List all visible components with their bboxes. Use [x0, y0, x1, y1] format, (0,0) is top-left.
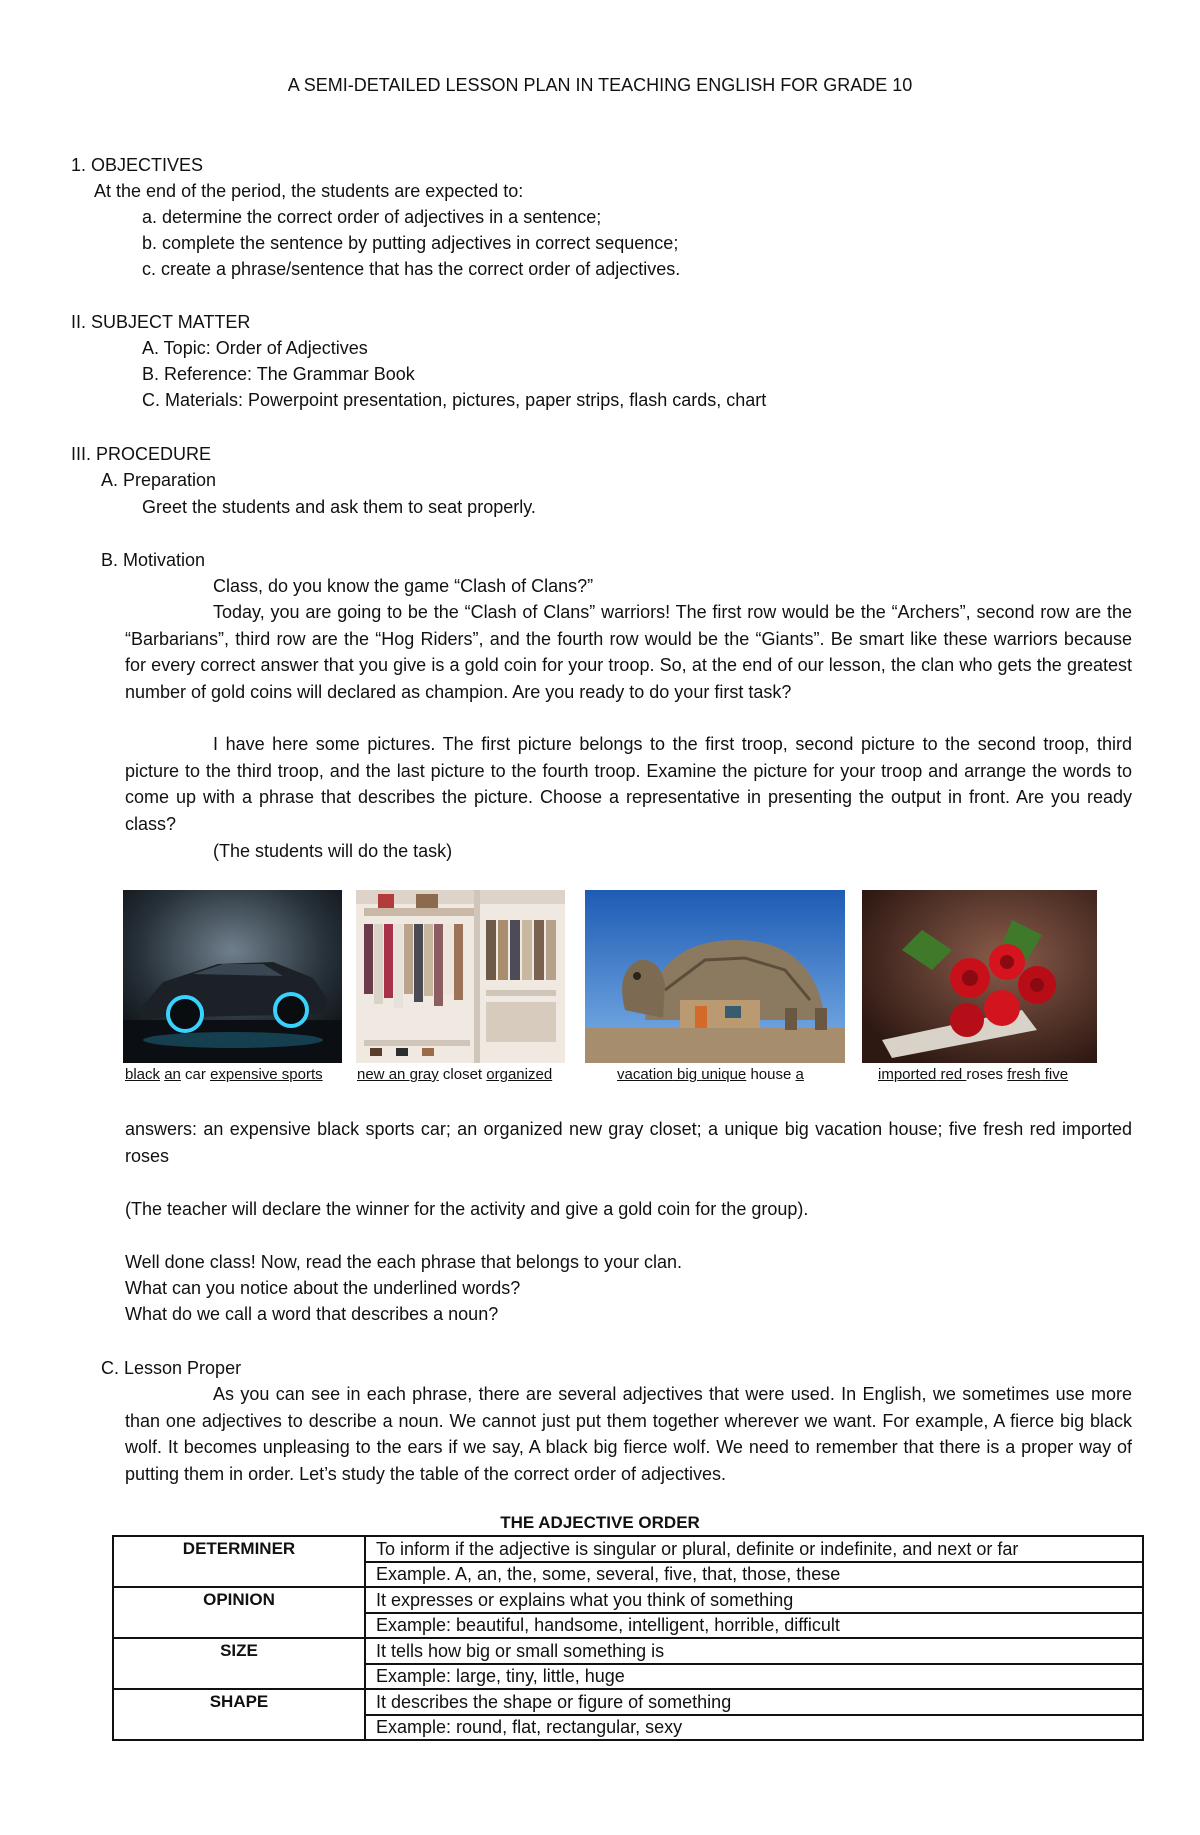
example-cell: Example: large, tiny, little, huge — [365, 1664, 1143, 1690]
subject-matter-item: A. Topic: Order of Adjectives — [142, 338, 368, 358]
table-row — [113, 1536, 1143, 1562]
table-row — [113, 1638, 1143, 1664]
caption-word: car — [180, 1066, 211, 1083]
caption-word: an — [384, 1066, 410, 1083]
instructions-paragraph — [125, 731, 1132, 837]
definition-cell: It tells how big or small something is — [365, 1638, 1143, 1664]
followup-question: Well done class! Now, read the each phrase that belongs to your clan. — [125, 1252, 682, 1272]
preparation-heading: A. Preparation — [101, 470, 217, 490]
picture-caption — [357, 1062, 552, 1089]
followup-question: What do we call a word that describes a noun? — [125, 1304, 499, 1324]
document-title: A SEMI-DETAILED LESSON PLAN IN TEACHING ENGLISH FOR GRADE 10 — [287, 75, 913, 95]
motivation-question: Class, do you know the game “Clash of Clans?” — [213, 576, 594, 596]
lesson-proper-heading: C. Lesson Proper — [101, 1358, 242, 1378]
caption-word: roses — [966, 1066, 1008, 1083]
category-cell: DETERMINER — [113, 1536, 365, 1587]
objectives-intro: At the end of the period, the students are expected to: — [94, 181, 524, 201]
example-cell: Example: round, flat, rectangular, sexy — [365, 1715, 1143, 1741]
caption-word: five — [1040, 1066, 1069, 1083]
caption-word: red — [936, 1066, 967, 1083]
caption-word: closet — [438, 1066, 487, 1083]
category-cell: OPINION — [113, 1587, 365, 1638]
definition-cell: It expresses or explains what you think of something — [365, 1587, 1143, 1613]
sports-car-image — [123, 890, 342, 1063]
subject-matter-heading: II. SUBJECT MATTER — [71, 312, 251, 332]
caption-word: big — [672, 1066, 702, 1083]
caption-word: black — [125, 1066, 161, 1083]
task-note: (The students will do the task) — [213, 841, 453, 861]
motivation-heading: B. Motivation — [101, 550, 206, 570]
example-cell: Example. A, an, the, some, several, five, that, those, these — [365, 1562, 1143, 1588]
caption-word: sports — [277, 1066, 323, 1083]
lesson-proper-paragraph — [125, 1381, 1132, 1487]
caption-word: new — [357, 1066, 385, 1083]
objective-item: b. complete the sentence by putting adjectives in correct sequence; — [142, 233, 679, 253]
motivation-paragraph-text: Today, you are going to be the “Clash of Clans” warriors! The first row would be the “Archers”, second row are the “Barbarians”, third row are the “Hog Riders”, and the fourth row would be the “Giants”. Be smart like these warriors because for every correct answer that you give is a gold coin for your troop. So, at the end of our lesson, the clan who gets the greatest number of gold coins will declared as champion. Are you ready to do your first task? — [125, 602, 1132, 702]
subject-matter-item: B. Reference: The Grammar Book — [142, 364, 415, 384]
caption-word: vacation — [617, 1066, 673, 1083]
definition-cell: To inform if the adjective is singular or plural, definite or indefinite, and next or far — [365, 1536, 1143, 1562]
roses-image — [862, 890, 1097, 1063]
caption-word: unique — [701, 1066, 747, 1083]
objectives-heading: 1. OBJECTIVES — [71, 155, 204, 175]
caption-word: an — [164, 1066, 181, 1083]
objective-item: c. create a phrase/sentence that has the correct order of adjectives. — [142, 259, 681, 279]
lesson-proper-text: As you can see in each phrase, there are several adjectives that were used. In English, we sometimes use more than one adjectives to describe a noun. We cannot just put them together wherever we want. For example, A fierce big black wolf. It becomes unpleasing to the ears if we say, A black big fierce wolf. We need to remember that there is a proper way of putting them in order. Let’s study the table of the correct order of adjectives. — [125, 1384, 1132, 1484]
adjective-order-table — [112, 1535, 1144, 1741]
picture-caption — [617, 1062, 804, 1089]
closet-image — [356, 890, 565, 1063]
caption-word: fresh — [1007, 1066, 1041, 1083]
winner-note: (The teacher will declare the winner for the activity and give a gold coin for the group). — [125, 1199, 809, 1219]
caption-word: imported — [878, 1066, 937, 1083]
caption-word: organized — [486, 1066, 553, 1083]
category-cell: SHAPE — [113, 1689, 365, 1740]
subject-matter-item: C. Materials: Powerpoint presentation, pictures, paper strips, flash cards, chart — [142, 390, 767, 410]
caption-word: gray — [409, 1066, 439, 1083]
table-title: THE ADJECTIVE ORDER — [500, 1513, 700, 1532]
caption-word: a — [795, 1066, 804, 1083]
caption-word: expensive — [210, 1066, 278, 1083]
caption-word: house — [746, 1066, 796, 1083]
objective-item: a. determine the correct order of adjectives in a sentence; — [142, 207, 602, 227]
instructions-paragraph-text: I have here some pictures. The first picture belongs to the first troop, second picture to the second troop, third picture to the third troop, and the last picture to the fourth troop. Examine the picture for your troop and arrange the words to come up with a phrase that describes the picture. Choose a representative in presenting the output in front. Are you ready class? — [125, 734, 1132, 834]
motivation-paragraph — [125, 599, 1132, 705]
table-row — [113, 1689, 1143, 1715]
followup-question: What can you notice about the underlined words? — [125, 1278, 521, 1298]
turtle-house-image — [585, 890, 845, 1063]
category-cell: SIZE — [113, 1638, 365, 1689]
preparation-text: Greet the students and ask them to seat properly. — [142, 497, 536, 517]
definition-cell: It describes the shape or figure of something — [365, 1689, 1143, 1715]
example-cell: Example: beautiful, handsome, intelligent, horrible, difficult — [365, 1613, 1143, 1639]
table-row — [113, 1587, 1143, 1613]
answers-text: answers: an expensive black sports car; an organized new gray closet; a unique big vacation house; five fresh red imported roses — [125, 1119, 1132, 1166]
picture-caption — [125, 1062, 323, 1089]
picture-caption — [878, 1062, 1068, 1089]
procedure-heading: III. PROCEDURE — [71, 444, 212, 464]
